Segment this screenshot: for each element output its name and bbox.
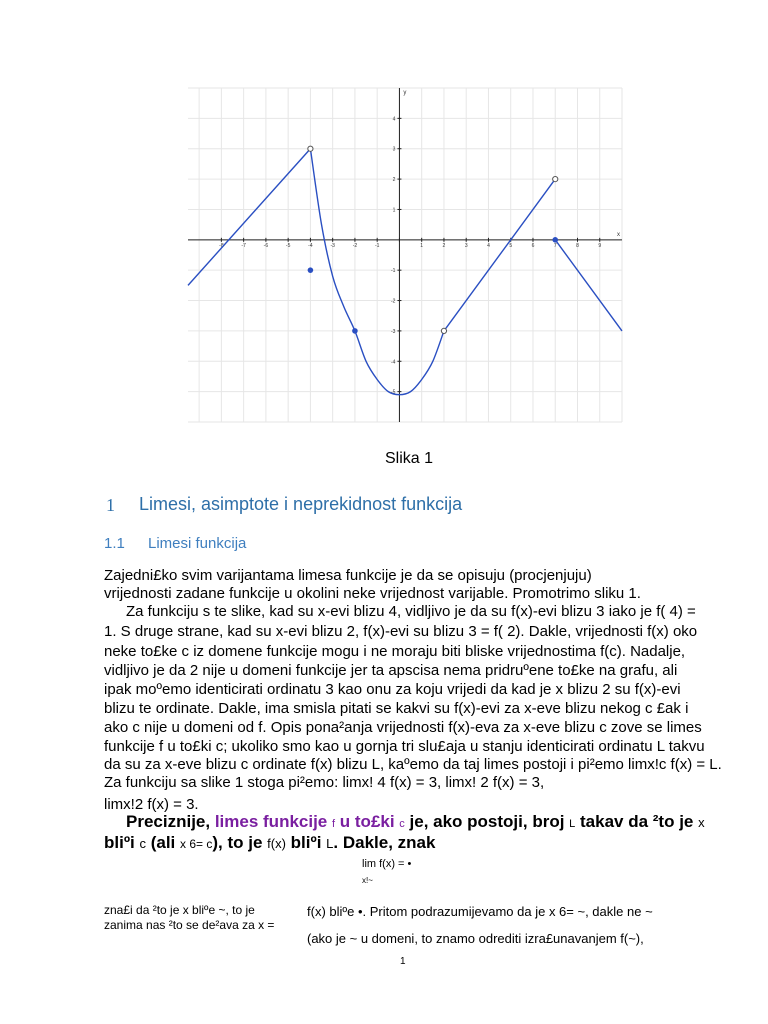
paragraph-line: funkcije f u to£ki c; ukoliko smo kao u gornja tri slu£aja u stanju identicirati ordinatu L takvu: [104, 738, 705, 755]
definition-text: . Dakle, znak: [333, 833, 436, 852]
definition-text: takav da ²to je: [575, 812, 699, 831]
y-tick-label: 3: [392, 146, 396, 153]
left-column-line: zanima nas ²to se de²ava za x =: [104, 918, 275, 932]
paragraph-line: ipak moºemo identicirati ordinatu 3 kao onu za koju vrijedi da kad je x blizu 2 su f(x)-evi: [104, 681, 681, 698]
x-tick-label: 1: [420, 242, 424, 249]
definition-line-1: [126, 812, 705, 832]
x-tick-label: -4: [308, 242, 313, 249]
x-tick-label: 6: [531, 242, 535, 249]
limes-term-2: u to£ki: [335, 812, 400, 831]
figure-caption: Slika 1: [385, 450, 434, 467]
symbol-l: L: [326, 836, 334, 851]
symbol-f: f: [332, 818, 336, 830]
symbol-x-neq-c: x 6= c: [180, 837, 213, 851]
subsection-title: Limesi funkcija: [148, 535, 247, 552]
x-tick-label: 3: [464, 242, 468, 249]
symbol-l: L: [569, 818, 576, 830]
symbol-c: c: [399, 818, 405, 830]
y-tick-label: 4: [392, 116, 396, 123]
paragraph-line: Za funkciju s te slike, kad su x-evi blizu 4, vidljivo je da su f(x)-evi blizu 3 iako je f( 4) =: [126, 603, 696, 620]
series-line: [188, 149, 310, 286]
y-tick-label: -3: [390, 328, 396, 335]
paragraph-line: vidljivo je da 2 nije u domeni funkcije jer ta apscisa nema pridruºene to£ke na grafu, ali: [104, 662, 678, 679]
y-tick-label: -4: [390, 359, 396, 366]
formula-limit: lim f(x) = •: [362, 858, 412, 870]
definition-text: ºi: [310, 833, 327, 852]
x-tick-label: 8: [576, 242, 579, 249]
definition-text: bli: [104, 833, 124, 852]
x-tick-label: 2: [442, 242, 446, 249]
x-tick-label: 7: [553, 242, 557, 249]
paragraph-line: neke to£ke c iz domene funkcije mogu i ne moraju biti bliske vrijednostima f(c). Nadalje,: [104, 643, 686, 660]
x-tick-label: 9: [598, 242, 602, 249]
paragraph-line: blizu te ordinate. Dakle, ima smisla pitati se kakvi su f(x)-evi za x-eve blizu nekog c £ak i: [104, 700, 689, 717]
formula-subscript: x!~: [362, 876, 373, 885]
x-tick-label: -7: [241, 242, 246, 249]
paragraph-line: ako c nije u domeni od f. Opis pona²anja vrijednosti f(x)-eva za x-eve blizu c zove se limes: [104, 719, 702, 736]
filled-point: [552, 237, 558, 243]
y-axis-label: y: [403, 90, 407, 96]
x-tick-label: -2: [352, 242, 358, 249]
x-tick-label: -3: [330, 242, 335, 249]
paragraph-line: da su za x-eve blizu c ordinate f(x) blizu L, kaºemo da taj limes postoji i pi²emo limx!c f(x) = L.: [104, 756, 722, 773]
paragraph-line: Za funkciju sa slike 1 stoga pi²emo: limx! 4 f(x) = 3, limx! 2 f(x) = 3,: [104, 774, 545, 791]
x-axis-label: x: [617, 231, 620, 238]
definition-lead: Preciznije,: [126, 812, 215, 831]
open-point: [553, 176, 558, 181]
y-tick-label: 1: [392, 207, 396, 214]
x-tick-label: 4: [487, 242, 490, 249]
y-tick-label: -1: [390, 268, 396, 275]
x-tick-label: -5: [285, 242, 291, 249]
definition-text: je, ako postoji, broj: [404, 812, 570, 831]
symbol-x: x: [698, 815, 705, 830]
x-tick-label: 5: [509, 242, 513, 249]
series-line: [555, 240, 622, 331]
open-point: [441, 328, 446, 333]
right-column-line: f(x) bliºe •. Pritom podrazumijevamo da je x 6= ~, dakle ne ~: [307, 904, 653, 919]
x-tick-label: -6: [263, 242, 269, 249]
filled-point: [352, 328, 358, 334]
section-number: 1: [106, 495, 115, 515]
y-tick-label: -2: [390, 298, 396, 305]
open-point: [308, 146, 313, 151]
definition-text: (ali: [146, 833, 181, 852]
symbol-fx: f(x): [267, 836, 286, 851]
series-line: [444, 179, 555, 331]
paragraph-line: limx!2 f(x) = 3.: [104, 796, 199, 813]
page-number: 1: [400, 956, 406, 967]
function-graph: [0, 0, 768, 440]
definition-text: bli: [285, 833, 311, 852]
filled-point: [308, 267, 314, 273]
right-column-line: (ako je ~ u domeni, to znamo odrediti izra£unavanjem f(~),: [307, 931, 644, 946]
definition-text: ), to je: [212, 833, 268, 852]
paragraph-line: vrijednosti zadane funkcije u okolini neke vrijednost varijable. Promotrimo sliku 1.: [104, 585, 641, 602]
definition-text: ºi: [123, 833, 140, 852]
y-tick-label: 2: [392, 177, 396, 184]
paragraph-line: 1. S druge strane, kad su x-evi blizu 2, f(x)-evi su blizu 3 = f( 2). Dakle, vrijednosti f(x) oko: [104, 623, 698, 640]
section-title: Limesi, asimptote i neprekidnost funkcija: [139, 494, 463, 514]
left-column-line: zna£i da ²to je x bliºe ~, to je: [104, 903, 255, 917]
definition-line-2: [104, 833, 435, 853]
x-tick-label: -1: [374, 242, 380, 249]
subsection-number: 1.1: [104, 535, 125, 552]
y-tick-label: -5: [390, 389, 396, 396]
symbol-c: c: [139, 836, 146, 851]
limes-term: limes funkcije: [214, 812, 332, 831]
x-tick-label: -8: [219, 242, 224, 249]
paragraph-line: Zajedni£ko svim varijantama limesa funkcije je da se opisuju (procjenjuju): [104, 567, 592, 584]
